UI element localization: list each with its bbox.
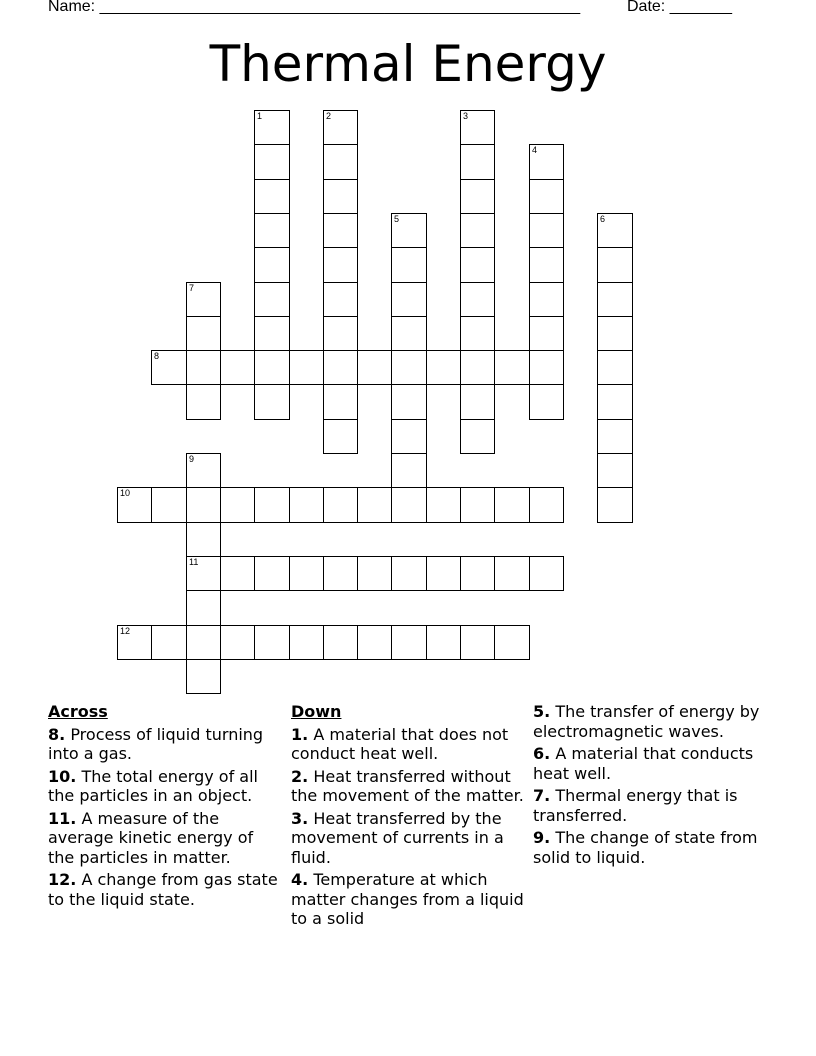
grid-cell[interactable]	[254, 179, 290, 214]
clue-number-label: 7	[189, 283, 195, 293]
clue-text: The transfer of energy by electromagnetic waves.	[533, 702, 760, 741]
clue-down-1	[291, 725, 529, 764]
clue-number: 12.	[48, 870, 77, 889]
clue-number-label: 2	[326, 111, 332, 121]
grid-cell[interactable]	[460, 419, 495, 454]
clue-number-label: 5	[394, 214, 400, 224]
grid-cell[interactable]	[391, 247, 427, 283]
grid-cell[interactable]	[220, 487, 255, 523]
grid-cell[interactable]	[426, 556, 461, 591]
grid-cell[interactable]	[391, 419, 427, 454]
clue-number: 11.	[48, 808, 77, 828]
grid-cell[interactable]	[186, 590, 221, 626]
clue-text: The change of state from solid to liquid.	[533, 828, 758, 867]
grid-cell[interactable]	[597, 419, 633, 454]
clue-number: 6.	[533, 744, 551, 763]
grid-cell[interactable]	[323, 144, 358, 180]
grid-cell[interactable]	[529, 384, 564, 420]
grid-cell[interactable]	[186, 522, 221, 557]
grid-cell[interactable]	[460, 179, 495, 214]
grid-cell[interactable]	[289, 487, 324, 523]
grid-cell[interactable]	[460, 384, 495, 420]
grid-cell[interactable]	[323, 316, 358, 351]
grid-cell[interactable]	[357, 487, 392, 523]
name-field[interactable]: Name: ______________________________________________________	[48, 0, 581, 15]
grid-cell[interactable]	[323, 179, 358, 214]
grid-cell[interactable]	[186, 487, 221, 523]
grid-cell[interactable]	[254, 110, 290, 145]
grid-cell[interactable]	[186, 282, 221, 317]
grid-cell[interactable]	[323, 487, 358, 523]
date-field[interactable]: Date: _______	[627, 0, 732, 15]
grid-cell[interactable]	[391, 384, 427, 420]
grid-cell[interactable]	[151, 625, 187, 660]
clue-text: Temperature at which matter changes from a liquid to a solid	[291, 870, 524, 928]
clue-text: The total energy of all the particles in an object.	[48, 766, 258, 805]
grid-cell[interactable]	[151, 487, 187, 523]
grid-cell[interactable]	[254, 625, 290, 660]
grid-cell[interactable]	[289, 350, 324, 385]
grid-cell[interactable]	[117, 487, 152, 523]
grid-cell[interactable]	[254, 316, 290, 351]
clue-down-7	[533, 786, 773, 825]
grid-cell[interactable]	[117, 625, 152, 660]
clue-number-label: 3	[463, 111, 469, 121]
grid-cell[interactable]	[460, 282, 495, 317]
grid-cell[interactable]	[460, 350, 495, 385]
clue-number-label: 6	[600, 214, 606, 224]
grid-cell[interactable]	[357, 625, 392, 660]
grid-cell[interactable]	[597, 282, 633, 317]
grid-cell[interactable]	[323, 282, 358, 317]
clue-number-label: 10	[120, 488, 131, 498]
clue-down-2	[291, 767, 529, 806]
grid-cell[interactable]	[323, 350, 358, 385]
grid-cell[interactable]	[254, 247, 290, 283]
clue-across-8	[48, 725, 284, 764]
grid-cell[interactable]	[186, 316, 221, 351]
grid-cell[interactable]	[529, 213, 564, 248]
grid-cell[interactable]	[391, 316, 427, 351]
grid-cell[interactable]	[460, 625, 495, 660]
grid-cell[interactable]	[529, 282, 564, 317]
grid-cell[interactable]	[597, 350, 633, 385]
clue-across-11	[48, 809, 284, 868]
down-clues-continued	[533, 702, 773, 870]
clue-number-label: 8	[154, 351, 160, 361]
grid-cell[interactable]	[391, 487, 427, 523]
grid-cell[interactable]	[426, 625, 461, 660]
grid-cell[interactable]	[391, 213, 427, 248]
grid-cell[interactable]	[186, 556, 221, 591]
grid-cell[interactable]	[460, 316, 495, 351]
grid-cell[interactable]	[391, 350, 427, 385]
grid-cell[interactable]	[289, 556, 324, 591]
grid-cell[interactable]	[494, 556, 530, 591]
grid-cell[interactable]	[426, 350, 461, 385]
grid-cell[interactable]	[220, 625, 255, 660]
grid-cell[interactable]	[391, 625, 427, 660]
grid-cell[interactable]	[494, 350, 530, 385]
clue-number: 5.	[533, 702, 551, 721]
grid-cell[interactable]	[597, 384, 633, 420]
clue-down-6	[533, 744, 773, 783]
grid-cell[interactable]	[529, 179, 564, 214]
grid-cell[interactable]	[186, 350, 221, 385]
grid-cell[interactable]	[426, 487, 461, 523]
grid-cell[interactable]	[323, 556, 358, 591]
grid-cell[interactable]	[254, 282, 290, 317]
grid-cell[interactable]	[254, 144, 290, 180]
grid-cell[interactable]	[323, 384, 358, 420]
grid-cell[interactable]	[460, 556, 495, 591]
grid-cell[interactable]	[254, 350, 290, 385]
clue-number-label: 4	[532, 145, 538, 155]
clue-number: 8.	[48, 724, 66, 744]
grid-cell[interactable]	[529, 556, 564, 591]
grid-cell[interactable]	[460, 487, 495, 523]
grid-cell[interactable]	[254, 556, 290, 591]
clue-number: 10.	[48, 766, 77, 786]
grid-cell[interactable]	[494, 487, 530, 523]
clue-number: 9.	[533, 828, 551, 847]
clue-number: 2.	[291, 766, 309, 786]
grid-cell[interactable]	[597, 316, 633, 351]
grid-cell[interactable]	[289, 625, 324, 660]
grid-cell[interactable]	[186, 659, 221, 694]
clue-text: A material that does not conduct heat well.	[291, 724, 509, 763]
grid-cell[interactable]	[254, 384, 290, 420]
grid-cell[interactable]	[323, 110, 358, 145]
grid-cell[interactable]	[597, 247, 633, 283]
grid-cell[interactable]	[597, 487, 633, 523]
grid-cell[interactable]	[357, 556, 392, 591]
grid-cell[interactable]	[529, 350, 564, 385]
clue-text: Heat transferred by the movement of currents in a fluid.	[291, 808, 504, 867]
clue-across-10	[48, 767, 284, 806]
grid-cell[interactable]	[186, 384, 221, 420]
grid-cell[interactable]	[391, 556, 427, 591]
clue-number-label: 12	[120, 626, 131, 636]
grid-cell[interactable]	[323, 213, 358, 248]
across-clues	[48, 702, 284, 912]
grid-cell[interactable]	[220, 350, 255, 385]
grid-cell[interactable]	[357, 350, 392, 385]
clue-number-label: 11	[189, 557, 199, 567]
clue-text: A change from gas state to the liquid state.	[48, 870, 278, 909]
grid-cell[interactable]	[494, 625, 530, 660]
grid-cell[interactable]	[151, 350, 187, 385]
grid-cell[interactable]	[391, 282, 427, 317]
grid-cell[interactable]	[254, 487, 290, 523]
grid-cell[interactable]	[529, 316, 564, 351]
page-title: Thermal Energy	[209, 35, 607, 93]
clue-number-label: 9	[189, 454, 195, 464]
clue-number-label: 1	[257, 111, 263, 121]
down-heading: Down	[291, 702, 342, 721]
grid-cell[interactable]	[460, 110, 495, 145]
grid-cell[interactable]	[323, 625, 358, 660]
clue-text: A measure of the average kinetic energy of the particles in matter.	[48, 808, 254, 867]
grid-cell[interactable]	[597, 453, 633, 488]
grid-cell[interactable]	[460, 247, 495, 283]
grid-cell[interactable]	[460, 213, 495, 248]
clue-across-12	[48, 870, 284, 909]
grid-cell[interactable]	[460, 144, 495, 180]
clue-down-3	[291, 809, 529, 868]
clue-down-9	[533, 828, 773, 867]
grid-cell[interactable]	[323, 247, 358, 283]
clue-number: 4.	[291, 870, 309, 889]
clue-down-4	[291, 870, 529, 929]
grid-cell[interactable]	[529, 487, 564, 523]
grid-cell[interactable]	[529, 247, 564, 283]
grid-cell[interactable]	[529, 144, 564, 180]
grid-cell[interactable]	[186, 453, 221, 488]
clue-number: 7.	[533, 786, 551, 805]
grid-cell[interactable]	[597, 213, 633, 248]
grid-cell[interactable]	[186, 625, 221, 660]
clue-text: Thermal energy that is transferred.	[533, 786, 738, 825]
grid-cell[interactable]	[220, 556, 255, 591]
clue-text: A material that conducts heat well.	[533, 744, 754, 783]
clue-down-5	[533, 702, 773, 741]
down-clues	[291, 702, 529, 932]
grid-cell[interactable]	[254, 213, 290, 248]
grid-cell[interactable]	[323, 419, 358, 454]
clue-text: Process of liquid turning into a gas.	[48, 724, 264, 763]
across-heading: Across	[48, 702, 108, 721]
clue-text: Heat transferred without the movement of the matter.	[291, 766, 524, 805]
grid-cell[interactable]	[391, 453, 427, 488]
clue-number: 3.	[291, 808, 309, 828]
clue-number: 1.	[291, 724, 309, 744]
